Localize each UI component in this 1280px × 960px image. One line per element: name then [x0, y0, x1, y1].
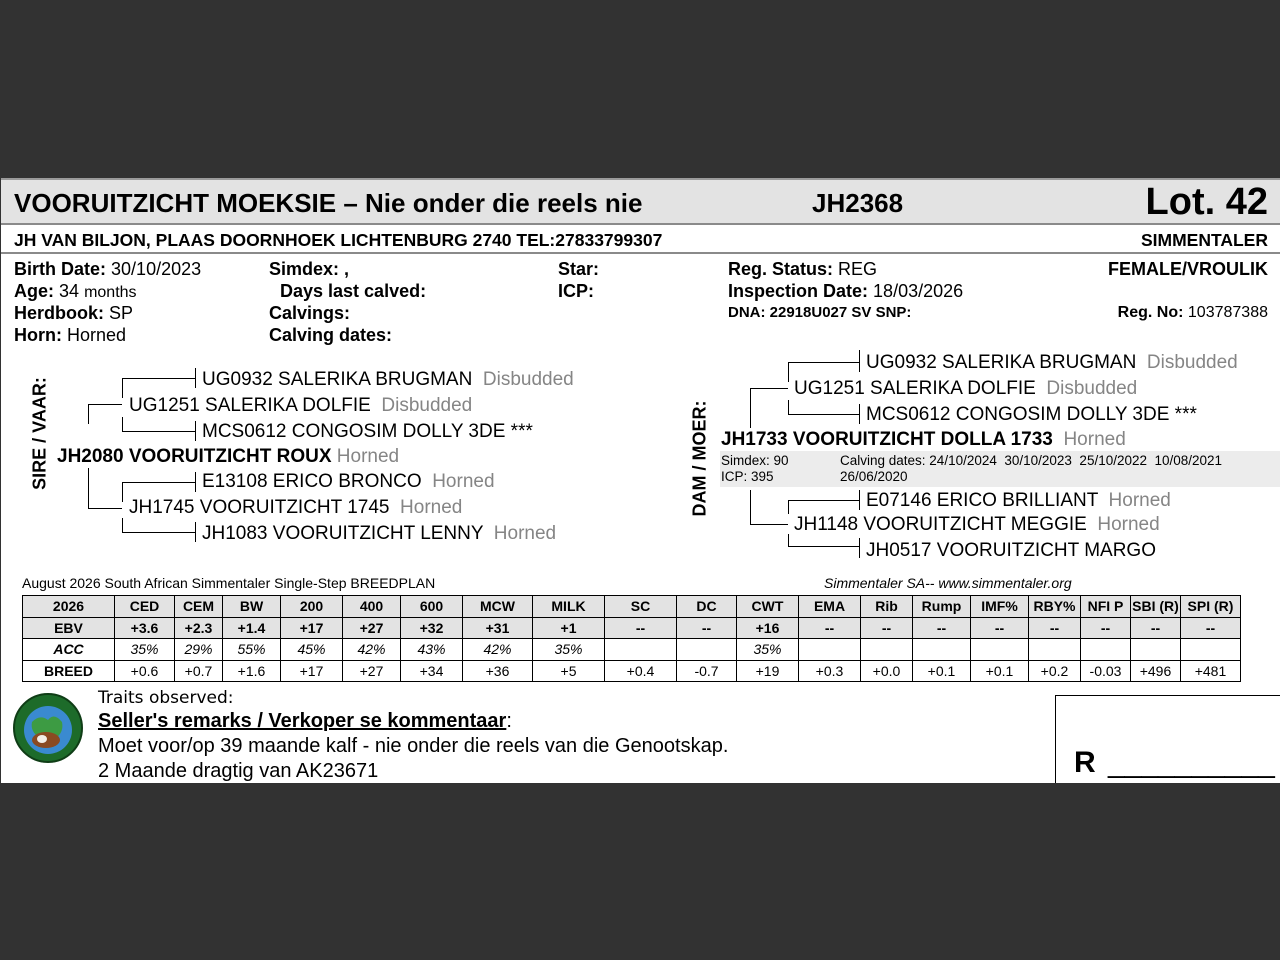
ebv-value-cell: +1 [533, 617, 605, 639]
dam-info-box [720, 451, 1280, 487]
ebv-header-cell: RBY% [1029, 596, 1081, 618]
ebv-value-cell: EBV [23, 617, 115, 639]
ebv-value-cell: -- [971, 617, 1029, 639]
breed-average-row [23, 660, 1241, 682]
dam-sire: UG1251 SALERIKA DOLFIE Disbudded [794, 378, 1138, 399]
remarks-line-1: Moet voor/op 39 maande kalf - nie onder die reels van die Genootskap. [98, 735, 729, 757]
dam-sire-sire: UG0932 SALERIKA BRUGMAN Disbudded [866, 352, 1238, 373]
breed-average-cell: +27 [343, 660, 401, 682]
ebv-accuracy-cell [913, 639, 971, 661]
calving-dates-label: Calving dates: [269, 325, 393, 345]
ebv-value-cell: -- [1181, 617, 1241, 639]
breedplan-source: Simmentaler SA-- www.simmentaler.org [824, 575, 1072, 591]
ebv-value-cell: +32 [401, 617, 463, 639]
inspection-date: Inspection Date: 18/03/2026 [728, 281, 964, 301]
dam-line [859, 538, 860, 558]
dam-line [788, 500, 859, 501]
price-blank[interactable]: __________ [1108, 746, 1275, 779]
breed-average-cell: +0.3 [799, 660, 861, 682]
breed-average-cell: +1.6 [223, 660, 281, 682]
ebv-value-cell: +2.3 [175, 617, 223, 639]
sire-dam-sire: E13108 ERICO BRONCO Horned [202, 471, 495, 492]
dam-calving-dates: Calving dates: 24/10/2024 30/10/2023 25/10/2022 10/08/2021 [840, 453, 1223, 468]
calvings-label: Calvings: [269, 303, 351, 323]
dam-dam-dam: JH0517 VOORUITZICHT MARGO [866, 540, 1156, 561]
dam-line [859, 490, 860, 510]
breed-average-cell: +0.1 [913, 660, 971, 682]
dam-line [788, 534, 789, 546]
sire-sire: UG1251 SALERIKA DOLFIE Disbudded [129, 395, 473, 416]
price-r-label: R [1074, 746, 1096, 779]
ebv-accuracy-cell: 35% [115, 639, 175, 661]
breed-average-cell: +5 [533, 660, 605, 682]
ebv-accuracy-cell [605, 639, 677, 661]
breed-average-cell: +19 [737, 660, 799, 682]
dam-line [788, 362, 859, 363]
ebv-header-cell: 200 [281, 596, 343, 618]
dam-sire-dam: MCS0612 CONGOSIM DOLLY 3DE *** [866, 404, 1197, 425]
breed-average-cell: +0.2 [1029, 660, 1081, 682]
ebv-accuracy-cell: 43% [401, 639, 463, 661]
ebv-values-row [23, 617, 1241, 639]
breed-average-cell: +17 [281, 660, 343, 682]
dam-dam: JH1148 VOORUITZICHT MEGGIE Horned [794, 514, 1160, 535]
sire-line [122, 417, 123, 431]
title-bar [1, 178, 1280, 225]
ebv-header-cell: SPI (R) [1181, 596, 1241, 618]
sire-side-label: SIRE / VAAR: [29, 377, 50, 490]
dam-line [859, 350, 860, 372]
ebv-accuracy-cell [677, 639, 737, 661]
breed-average-cell: +36 [463, 660, 533, 682]
animal-id: JH2368 [812, 188, 904, 218]
herdbook: Herdbook: SP [14, 303, 134, 323]
breed-average-cell: +481 [1181, 660, 1241, 682]
ebv-header-cell: EMA [799, 596, 861, 618]
ebv-table [22, 595, 1241, 682]
owner-info: JH VAN BILJON, PLAAS DOORNHOEK LICHTENBURG 2740 TEL:27833799307 [14, 230, 663, 250]
lot-number: Lot. 42 [1145, 181, 1268, 223]
sire-line [122, 518, 123, 532]
ebv-value-cell: +17 [281, 617, 343, 639]
ebv-header-cell: BW [223, 596, 281, 618]
ebv-header-cell: 2026 [23, 596, 115, 618]
dam-line [750, 388, 788, 389]
sire-line [122, 482, 123, 502]
simdex-label: Simdex: , [269, 259, 350, 279]
birth-date: Birth Date: 30/10/2023 [14, 259, 202, 279]
ebv-accuracy-cell: 55% [223, 639, 281, 661]
sex-label: FEMALE/VROULIK [1108, 259, 1268, 279]
ebv-value-cell: -- [605, 617, 677, 639]
dam-line [750, 490, 751, 524]
ebv-accuracy-cell: 29% [175, 639, 223, 661]
ebv-accuracy-cell: 42% [463, 639, 533, 661]
dam-line [750, 524, 788, 525]
breed-average-cell: -0.03 [1081, 660, 1131, 682]
breed-average-cell: +0.1 [971, 660, 1029, 682]
ebv-value-cell: -- [677, 617, 737, 639]
ebv-header-cell: SC [605, 596, 677, 618]
ebv-header-cell: MILK [533, 596, 605, 618]
reg-no: Reg. No: 103787388 [1117, 304, 1268, 321]
breed-label: SIMMENTALER [1140, 230, 1268, 250]
ebv-value-cell: -- [861, 617, 913, 639]
dam-line [788, 362, 789, 382]
sire-line [122, 482, 195, 483]
sire-line [195, 472, 196, 492]
ebv-header-cell: CWT [737, 596, 799, 618]
ebv-accuracy-row [23, 639, 1241, 661]
ebv-accuracy-cell [861, 639, 913, 661]
ebv-accuracy-cell: 35% [737, 639, 799, 661]
ebv-header-cell: MCW [463, 596, 533, 618]
sire-sire-dam: MCS0612 CONGOSIM DOLLY 3DE *** [202, 421, 533, 442]
dam-simdex: Simdex: 90 [721, 453, 789, 468]
dam-line [788, 400, 789, 414]
sire-line [88, 508, 122, 509]
remarks-heading: Seller's remarks / Verkoper se kommentaar: [98, 710, 512, 732]
ebv-header-cell: IMF% [971, 596, 1029, 618]
dam-line [750, 388, 751, 428]
breed-average-cell: +0.6 [115, 660, 175, 682]
reg-status: Reg. Status: REG [728, 259, 878, 279]
dam-line [788, 414, 859, 415]
sire-line [122, 378, 195, 379]
ebv-accuracy-cell [1181, 639, 1241, 661]
remarks-line-2: 2 Maande dragtig van AK23671 [98, 760, 379, 782]
sire-dam-dam: JH1083 VOORUITZICHT LENNY Horned [202, 523, 557, 544]
breedplan-caption: August 2026 South African Simmentaler Single-Step BREEDPLAN [22, 575, 436, 591]
simmentaler-logo [12, 692, 84, 764]
ebv-header-cell: CED [115, 596, 175, 618]
ebv-header-row [23, 596, 1241, 618]
ebv-value-cell: +1.4 [223, 617, 281, 639]
dna-info: DNA: 22918U027 SV SNP: [728, 304, 912, 321]
ebv-header-cell: CEM [175, 596, 223, 618]
sire-sire-sire: UG0932 SALERIKA BRUGMAN Disbudded [202, 369, 574, 390]
owner-bar [1, 227, 1280, 254]
breed-average-cell: +0.4 [605, 660, 677, 682]
sire-line [195, 522, 196, 542]
ebv-accuracy-cell [799, 639, 861, 661]
ebv-accuracy-cell [1081, 639, 1131, 661]
ebv-accuracy-cell [1131, 639, 1181, 661]
ebv-value-cell: +31 [463, 617, 533, 639]
ebv-accuracy-cell: ACC [23, 639, 115, 661]
ebv-accuracy-cell [1029, 639, 1081, 661]
ebv-header-cell: Rib [861, 596, 913, 618]
dam-line [859, 404, 860, 424]
sire-line [88, 468, 89, 508]
breed-average-cell: +0.7 [175, 660, 223, 682]
sire-line [195, 368, 196, 388]
price-box [1055, 695, 1280, 783]
dam-line [788, 546, 859, 547]
sire-line [122, 431, 195, 432]
dam-icp: ICP: 395 [721, 469, 774, 484]
ebv-value-cell: +27 [343, 617, 401, 639]
age: Age: 34 months [14, 281, 137, 301]
sire-line [88, 404, 122, 405]
breed-average-cell: BREED [23, 660, 115, 682]
lot-card [1, 178, 1280, 783]
ebv-header-cell: 400 [343, 596, 401, 618]
ebv-value-cell: -- [799, 617, 861, 639]
sire-main: JH2080 VOORUITZICHT ROUX Horned [57, 446, 400, 467]
breed-average-cell: +496 [1131, 660, 1181, 682]
ebv-accuracy-cell: 42% [343, 639, 401, 661]
dam-main: JH1733 VOORUITZICHT DOLLA 1733 Horned [721, 429, 1126, 450]
horn: Horn: Horned [14, 325, 127, 345]
dam-calving-dates-cont: 26/06/2020 [840, 469, 908, 484]
ebv-header-cell: 600 [401, 596, 463, 618]
ebv-value-cell: -- [1081, 617, 1131, 639]
ebv-header-cell: NFI P [1081, 596, 1131, 618]
sire-line [88, 404, 89, 424]
ebv-value-cell: -- [1131, 617, 1181, 639]
animal-name: VOORUITZICHT MOEKSIE – Nie onder die reels nie [14, 188, 643, 218]
ebv-accuracy-cell [971, 639, 1029, 661]
traits-observed: Traits observed: [98, 688, 234, 708]
ebv-value-cell: -- [1029, 617, 1081, 639]
sire-line [122, 532, 195, 533]
ebv-header-cell: Rump [913, 596, 971, 618]
sire-line [195, 421, 196, 441]
ebv-value-cell: +16 [737, 617, 799, 639]
icp-label: ICP: [558, 281, 594, 301]
sire-line [122, 378, 123, 398]
ebv-value-cell: -- [913, 617, 971, 639]
days-last-calved-label: Days last calved: [280, 281, 427, 301]
dam-line [788, 500, 789, 514]
breed-average-cell: +34 [401, 660, 463, 682]
breed-average-cell: +0.0 [861, 660, 913, 682]
star-label: Star: [558, 259, 600, 279]
dam-dam-sire: E07146 ERICO BRILLIANT Horned [866, 490, 1171, 511]
sire-dam: JH1745 VOORUITZICHT 1745 Horned [129, 497, 463, 518]
breed-average-cell: -0.7 [677, 660, 737, 682]
ebv-header-cell: SBI (R) [1131, 596, 1181, 618]
dam-side-label: DAM / MOER: [689, 400, 710, 517]
ebv-accuracy-cell: 35% [533, 639, 605, 661]
ebv-value-cell: +3.6 [115, 617, 175, 639]
ebv-header-cell: DC [677, 596, 737, 618]
ebv-accuracy-cell: 45% [281, 639, 343, 661]
